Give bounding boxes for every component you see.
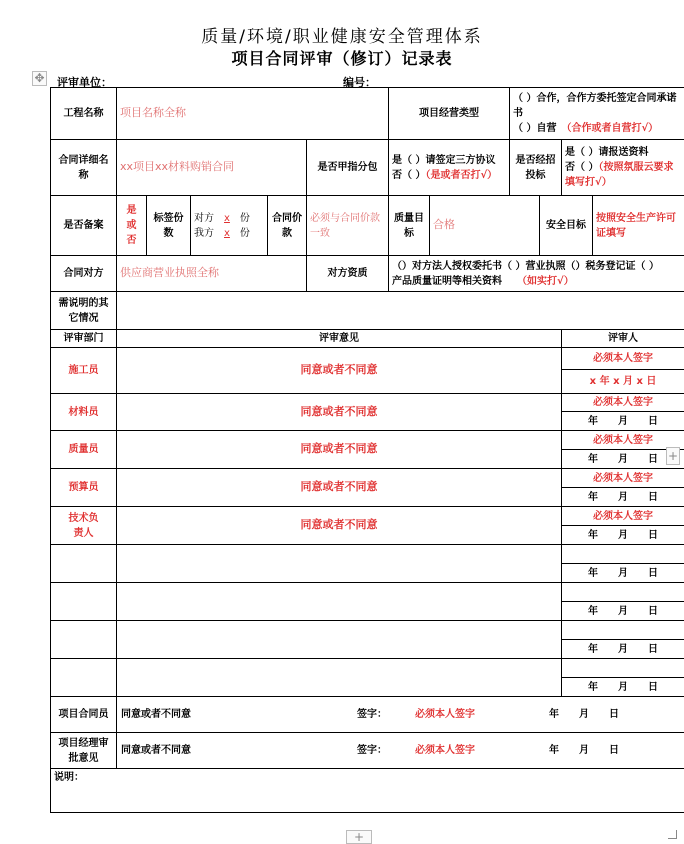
other-info-label: 需说明的其它情况 xyxy=(51,292,117,330)
reviewer-header: 评审人 xyxy=(562,330,684,348)
price-value[interactable]: 必须与合同价款一致 xyxy=(307,196,389,256)
quality-value[interactable]: 合格 xyxy=(430,196,540,256)
bidding-label: 是否经招投标 xyxy=(510,140,562,196)
counterparty-label: 合同对方 xyxy=(51,256,117,292)
approval-row[interactable]: 同意或者不同意 签字： 必须本人签字 年 月 日 xyxy=(117,697,684,733)
project-name-value[interactable]: 项目名称全称 xyxy=(117,88,389,140)
project-type-options[interactable] xyxy=(510,88,684,140)
project-type-label: 项目经营类型 xyxy=(389,88,510,140)
filing-value[interactable]: 是或否 xyxy=(117,196,147,256)
review-dept: 质量员 xyxy=(51,431,117,469)
subcontract-options[interactable]: 是（ ）请签定三方协议 否（ ）（是或者否打√） xyxy=(389,140,510,196)
reviewer-sign[interactable]: 必须本人签字 xyxy=(562,431,684,450)
review-dept[interactable] xyxy=(51,583,117,621)
review-unit-label: 评审单位： xyxy=(57,76,112,89)
reviewer-date[interactable]: 年 月 日 xyxy=(562,488,684,507)
contract-name-label: 合同详细名称 xyxy=(51,140,117,196)
review-dept[interactable] xyxy=(51,621,117,659)
reviewer-date[interactable]: 年 月 日 xyxy=(562,450,684,469)
document-title: 质量/环境/职业健康安全管理体系 xyxy=(201,27,483,47)
reviewer-sign[interactable]: 必须本人签字 xyxy=(562,394,684,412)
copies-label: 标签份数 xyxy=(147,196,191,256)
review-opinion[interactable]: 同意或者不同意 xyxy=(117,431,562,469)
project-type-option-coop: （ ）合作，合作方委托签定合同承诺书 xyxy=(513,93,677,119)
review-dept[interactable] xyxy=(51,545,117,583)
reviewer-date[interactable]: 年 月 日 xyxy=(562,640,684,659)
review-dept-header: 评审部门 xyxy=(51,330,117,348)
review-dept: 技术负责人 xyxy=(51,507,117,545)
note-label[interactable]: 说明： xyxy=(51,769,684,813)
table-move-handle[interactable]: ✥ xyxy=(32,71,47,86)
review-opinion[interactable]: 同意或者不同意 xyxy=(117,348,562,394)
review-opinion[interactable]: 同意或者不同意 xyxy=(117,469,562,507)
contract-review-table xyxy=(50,87,684,813)
project-type-option-self: （ ）自营 （合作或者自营打√） xyxy=(513,123,659,134)
review-opinion[interactable] xyxy=(117,659,562,697)
approval-label: 项目经理审批意见 xyxy=(51,733,117,769)
subcontract-label: 是否甲指分包 xyxy=(307,140,389,196)
reviewer-sign[interactable]: 必须本人签字 xyxy=(562,507,684,526)
reviewer-date[interactable]: x 年 x 月 x 日 xyxy=(562,370,684,394)
review-opinion[interactable] xyxy=(117,545,562,583)
reviewer-date[interactable]: 年 月 日 xyxy=(562,602,684,621)
counterparty-value[interactable]: 供应商营业执照全称 xyxy=(117,256,307,292)
review-opinion[interactable]: 同意或者不同意 xyxy=(117,507,562,545)
approval-label: 项目合同员 xyxy=(51,697,117,733)
other-info-value[interactable] xyxy=(117,292,684,330)
reviewer-date[interactable]: 年 月 日 xyxy=(562,564,684,583)
reviewer-sign[interactable] xyxy=(562,583,684,602)
reviewer-sign[interactable]: 必须本人签字 xyxy=(562,469,684,488)
reviewer-sign[interactable] xyxy=(562,545,684,564)
review-opinion[interactable]: 同意或者不同意 xyxy=(117,394,562,431)
reviewer-sign[interactable]: 必须本人签字 xyxy=(562,348,684,370)
qualification-label: 对方资质 xyxy=(307,256,389,292)
review-opinion[interactable] xyxy=(117,583,562,621)
price-label: 合同价款 xyxy=(268,196,307,256)
add-column-button[interactable]: + xyxy=(667,449,679,463)
qualification-options[interactable]: （）对方法人授权委托书（ ）营业执照（）税务登记证（ ） 产品质量证明等相关资料 （如实打√） xyxy=(389,256,684,292)
number-label: 编号： xyxy=(343,76,376,89)
reviewer-sign[interactable] xyxy=(562,621,684,640)
reviewer-date[interactable]: 年 月 日 xyxy=(562,526,684,545)
table-resize-handle[interactable] xyxy=(668,830,677,839)
review-dept: 材料员 xyxy=(51,394,117,431)
safety-label: 安全目标 xyxy=(540,196,593,256)
reviewer-date[interactable]: 年 月 日 xyxy=(562,412,684,431)
review-opinion-header: 评审意见 xyxy=(117,330,562,348)
quality-label: 质量目标 xyxy=(389,196,430,256)
bidding-options[interactable]: 是（ ）请报送资料 否（ ）（按照氛服云要求填写打√） xyxy=(562,140,684,196)
review-dept: 施工员 xyxy=(51,348,117,394)
reviewer-date[interactable]: 年 月 日 xyxy=(562,678,684,697)
filing-label: 是否备案 xyxy=(51,196,117,256)
form-title: 项目合同评审（修订）记录表 xyxy=(231,49,453,68)
review-dept: 预算员 xyxy=(51,469,117,507)
project-name-label: 工程名称 xyxy=(51,88,117,140)
copies-values[interactable]: 对方 x 份 我方 x 份 xyxy=(191,196,268,256)
approval-row[interactable]: 同意或者不同意 签字： 必须本人签字 年 月 日 xyxy=(117,733,684,769)
review-dept[interactable] xyxy=(51,659,117,697)
contract-name-value[interactable]: xx项目xx材料购销合同 xyxy=(117,140,307,196)
add-row-button[interactable]: + xyxy=(346,830,372,844)
reviewer-sign[interactable] xyxy=(562,659,684,678)
review-opinion[interactable] xyxy=(117,621,562,659)
safety-value[interactable]: 按照安全生产许可证填写 xyxy=(593,196,684,256)
